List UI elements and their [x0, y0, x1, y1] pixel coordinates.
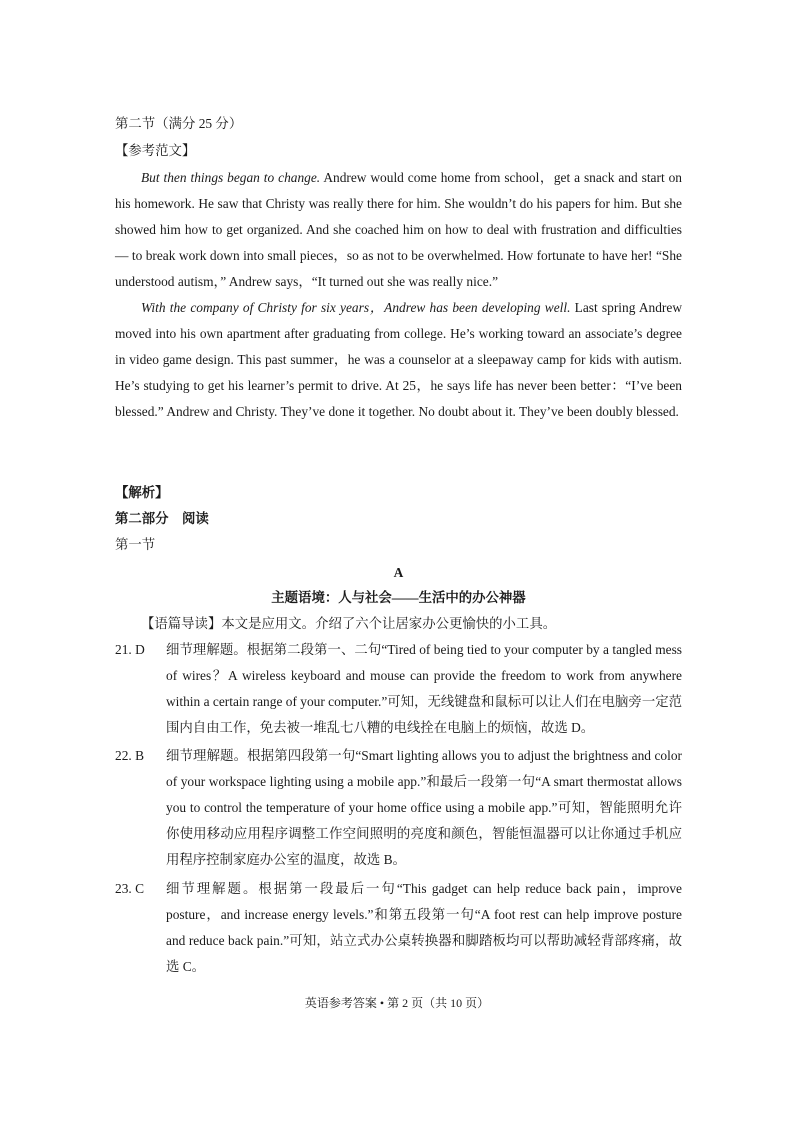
sample-essay-label: 【参考范文】 — [115, 143, 196, 158]
answer-explanation: 细节理解题。根据第一段最后一句“This gadget can help reduce back pain，improve posture，and increase energy levels.”和第五段第一句“A foot rest can help improve posture and reduce back pain.”可知，站立式办公桌转换器和脚踏板均可以帮助减轻背部疼痛，故选 C。 — [166, 881, 682, 974]
guide-line: 【语篇导读】本文是应用文。介绍了六个让居家办公更愉快的小工具。 — [141, 616, 557, 631]
answer-number: 22. B — [115, 748, 145, 763]
answer-explanation: 细节理解题。根据第二段第一、二句“Tired of being tied to your computer by a tangled mess of wires？A wireless keyboard and mouse can provide the freedom to work from anywhere within a certain range of your computer.”可知，无线键盘和鼠标可以让人们在电脑旁一定范围内自由工作，免去被一堆乱七八糟的电线拴在电脑上的烦恼，故选 D。 — [166, 642, 682, 735]
para2-lead-sentence: With the company of Christy for six years，Andrew has been developing well. — [141, 300, 571, 315]
analysis-label: 【解析】 — [115, 485, 169, 500]
section-title: 第一节 — [115, 537, 156, 552]
answer-item — [115, 743, 682, 873]
answer-item — [115, 876, 682, 980]
theme-line: 主题语境：人与社会——生活中的办公神器 — [271, 590, 526, 605]
page-footer: 英语参考答案 • 第 2 页（共 10 页） — [304, 996, 490, 1010]
answer-item — [115, 637, 682, 741]
answer-number: 21. D — [115, 642, 145, 657]
essay-paragraph-1 — [115, 165, 682, 295]
answer-number: 23. C — [115, 881, 145, 896]
para1-lead-sentence: But then things began to change. — [141, 170, 321, 185]
answer-explanation: 细节理解题。根据第四段第一句“Smart lighting allows you to adjust the brightness and color of your workspace lighting using a mobile app.”和最后一段第一句“A smart thermostat allows you to control the temperature of your home office using a mobile app.”可知，智能照明允许你使用移动应用程序调整工作空间照明的亮度和颜色，智能恒温器可以让你通过手机应用程序控制家庭办公室的温度，故选 B。 — [166, 748, 682, 867]
para2-body: Last spring Andrew moved into his own apartment after graduating from college. He’s working toward an associate’s degree in video game design. This past summer，he was a counselor at a sleepaway camp for kids with autism. He’s studying to get his learner’s permit to drive. At 25，he says life has never been better：“I’ve been blessed.” Andrew and Christy. They’ve done it together. No doubt about it. They’ve been doubly blessed. — [115, 300, 682, 419]
passage-letter: A — [393, 565, 404, 580]
para1-body: Andrew would come home from school，get a snack and start on his homework. He saw that Christy was really there for him. She wouldn’t do his papers for him. But she showed him how to get organized. And she coached him on how to deal with frustration and difficulties — to break work down into small pieces，so as not to be overwhelmed. How fortunate to have her! “She understood autism，” Andrew says，“It turned out she was really nice.” — [115, 170, 682, 289]
section-header: 第二节（满分 25 分） — [115, 116, 243, 131]
part-title: 第二部分 阅读 — [115, 511, 209, 526]
essay-paragraph-2 — [115, 295, 682, 425]
